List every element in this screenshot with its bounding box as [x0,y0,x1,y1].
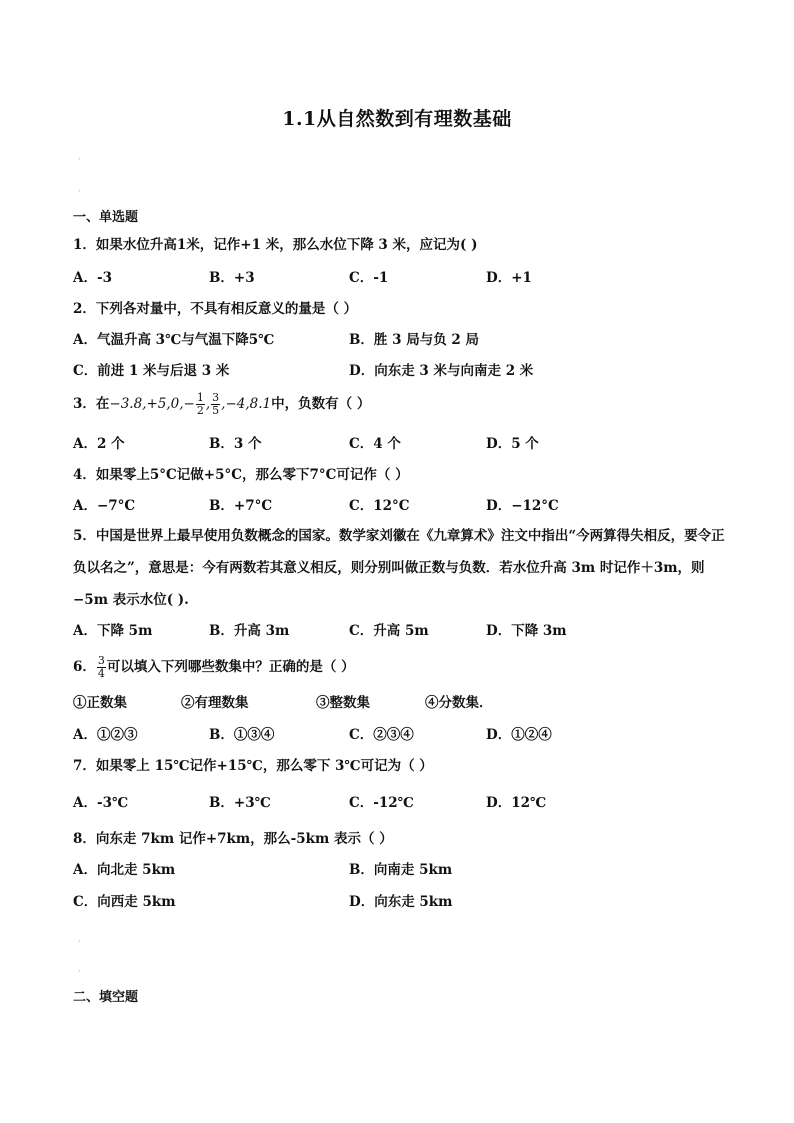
dot-marker: · [78,937,81,946]
section-heading-fill-in: 二、填空题 [73,990,139,1005]
number-set-rational: ②有理数集 [181,695,249,711]
question-8-option-a[interactable]: A．向北走 5km [73,862,176,878]
question-1-option-d[interactable]: D．+1 [486,270,532,286]
question-1-option-c[interactable]: C．-1 [349,270,389,286]
fraction-denominator: 4 [97,667,105,680]
question-4-option-a[interactable]: A．−7°C [73,498,136,514]
question-2-option-c[interactable]: C．前进 1 米与后退 3 米 [73,363,230,379]
question-6-option-c[interactable]: C．②③④ [349,727,414,743]
question-3-option-b[interactable]: B．3 个 [209,436,262,452]
fraction-three-fifths [211,392,220,417]
question-3-option-a[interactable]: A．2 个 [73,436,125,452]
question-4-option-d[interactable]: D．−12°C [486,498,559,514]
question-7-stem: 7．如果零上 15℃记作+15℃，那么零下 3℃可记为（ ） [73,758,433,774]
fraction-three-quarters [97,655,106,680]
question-4-stem: 4．如果零上5°C记做+5°C，那么零下7°C可记作（ ） [73,467,409,483]
question-2-option-a[interactable]: A．气温升高 3℃与气温下降5℃ [73,332,275,348]
dot-marker: · [78,155,81,164]
section-heading-single-choice: 一、单选题 [73,210,139,225]
fraction-numerator: 3 [212,391,220,404]
question-6-stem-suffix: 可以填入下列哪些数集中？正确的是（ ） [106,659,355,675]
question-2-option-d[interactable]: D．向东走 3 米与向南走 2 米 [349,363,534,379]
question-8-stem: 8．向东走 7km 记作+7km，那么-5km 表示（ ） [73,831,393,847]
question-1-option-a[interactable]: A．-3 [73,270,112,286]
dot-marker: · [78,967,81,976]
number-set-positive: ①正数集 [73,695,127,711]
question-1-option-b[interactable]: B．+3 [209,270,255,286]
number-set-integer: ③整数集 [316,695,370,711]
question-3-stem [73,392,370,417]
question-7-option-c[interactable]: C．-12℃ [349,795,414,811]
question-3-stem-suffix: 中，负数有（ ） [271,396,371,412]
question-2-stem: 2．下列各对量中，不具有相反意义的量是（ ） [73,301,358,317]
question-5-option-c[interactable]: C．升高 5m [349,623,429,639]
question-3-stem-prefix: 3．在 [73,396,110,412]
question-7-option-b[interactable]: B．+3℃ [209,795,271,811]
question-3-number-list-end: ,−4,8.1 [221,396,272,412]
question-6-stem-prefix: 6． [73,659,96,675]
question-5-option-a[interactable]: A．下降 5m [73,623,153,639]
fraction-numerator: 1 [196,391,204,404]
number-set-fraction: ④分数集． [425,695,493,711]
fraction-numerator: 3 [97,654,105,667]
fraction-denominator: 2 [196,404,204,417]
question-2-option-b[interactable]: B．胜 3 局与负 2 局 [349,332,479,348]
question-5-option-d[interactable]: D．下降 3m [486,623,567,639]
question-5-stem: 5．中国是世界上最早使用负数概念的国家。数学家刘徽在《九章算术》注文中指出“今两算得失相反，要令正负以名之”，意思是：今有两数若其意义相反，则分别叫做正数与负数．若水位升高 3m 时记作＋3m，则−5m 表示水位( ). [73,528,725,608]
question-1-stem: 1．如果水位升高1米，记作+1 米，那么水位下降 3 米，应记为( ) [73,237,478,253]
question-4-option-b[interactable]: B．+7°C [209,498,273,514]
question-4-option-c[interactable]: C．12°C [349,498,410,514]
question-6-option-b[interactable]: B．①③④ [209,727,275,743]
question-6-stem [73,655,355,680]
question-3-option-c[interactable]: C．4 个 [349,436,401,452]
comma: , [205,396,211,412]
question-6-option-a[interactable]: A．①②③ [73,727,138,743]
question-6-option-d[interactable]: D．①②④ [486,727,552,743]
question-7-option-d[interactable]: D．12℃ [486,795,547,811]
question-5-option-b[interactable]: B．升高 3m [209,623,290,639]
fraction-denominator: 5 [212,404,220,417]
question-3-number-list-start: −3.8,+5,0,− [109,396,195,412]
question-8-option-b[interactable]: B．向南走 5km [349,862,453,878]
document-title: 1.1从自然数到有理数基础 [282,108,512,130]
question-7-option-a[interactable]: A．-3℃ [73,795,129,811]
question-8-option-d[interactable]: D．向东走 5km [349,894,453,910]
dot-marker: · [78,187,81,196]
question-3-option-d[interactable]: D．5 个 [486,436,539,452]
fraction-one-half [196,392,205,417]
question-8-option-c[interactable]: C．向西走 5km [73,894,176,910]
